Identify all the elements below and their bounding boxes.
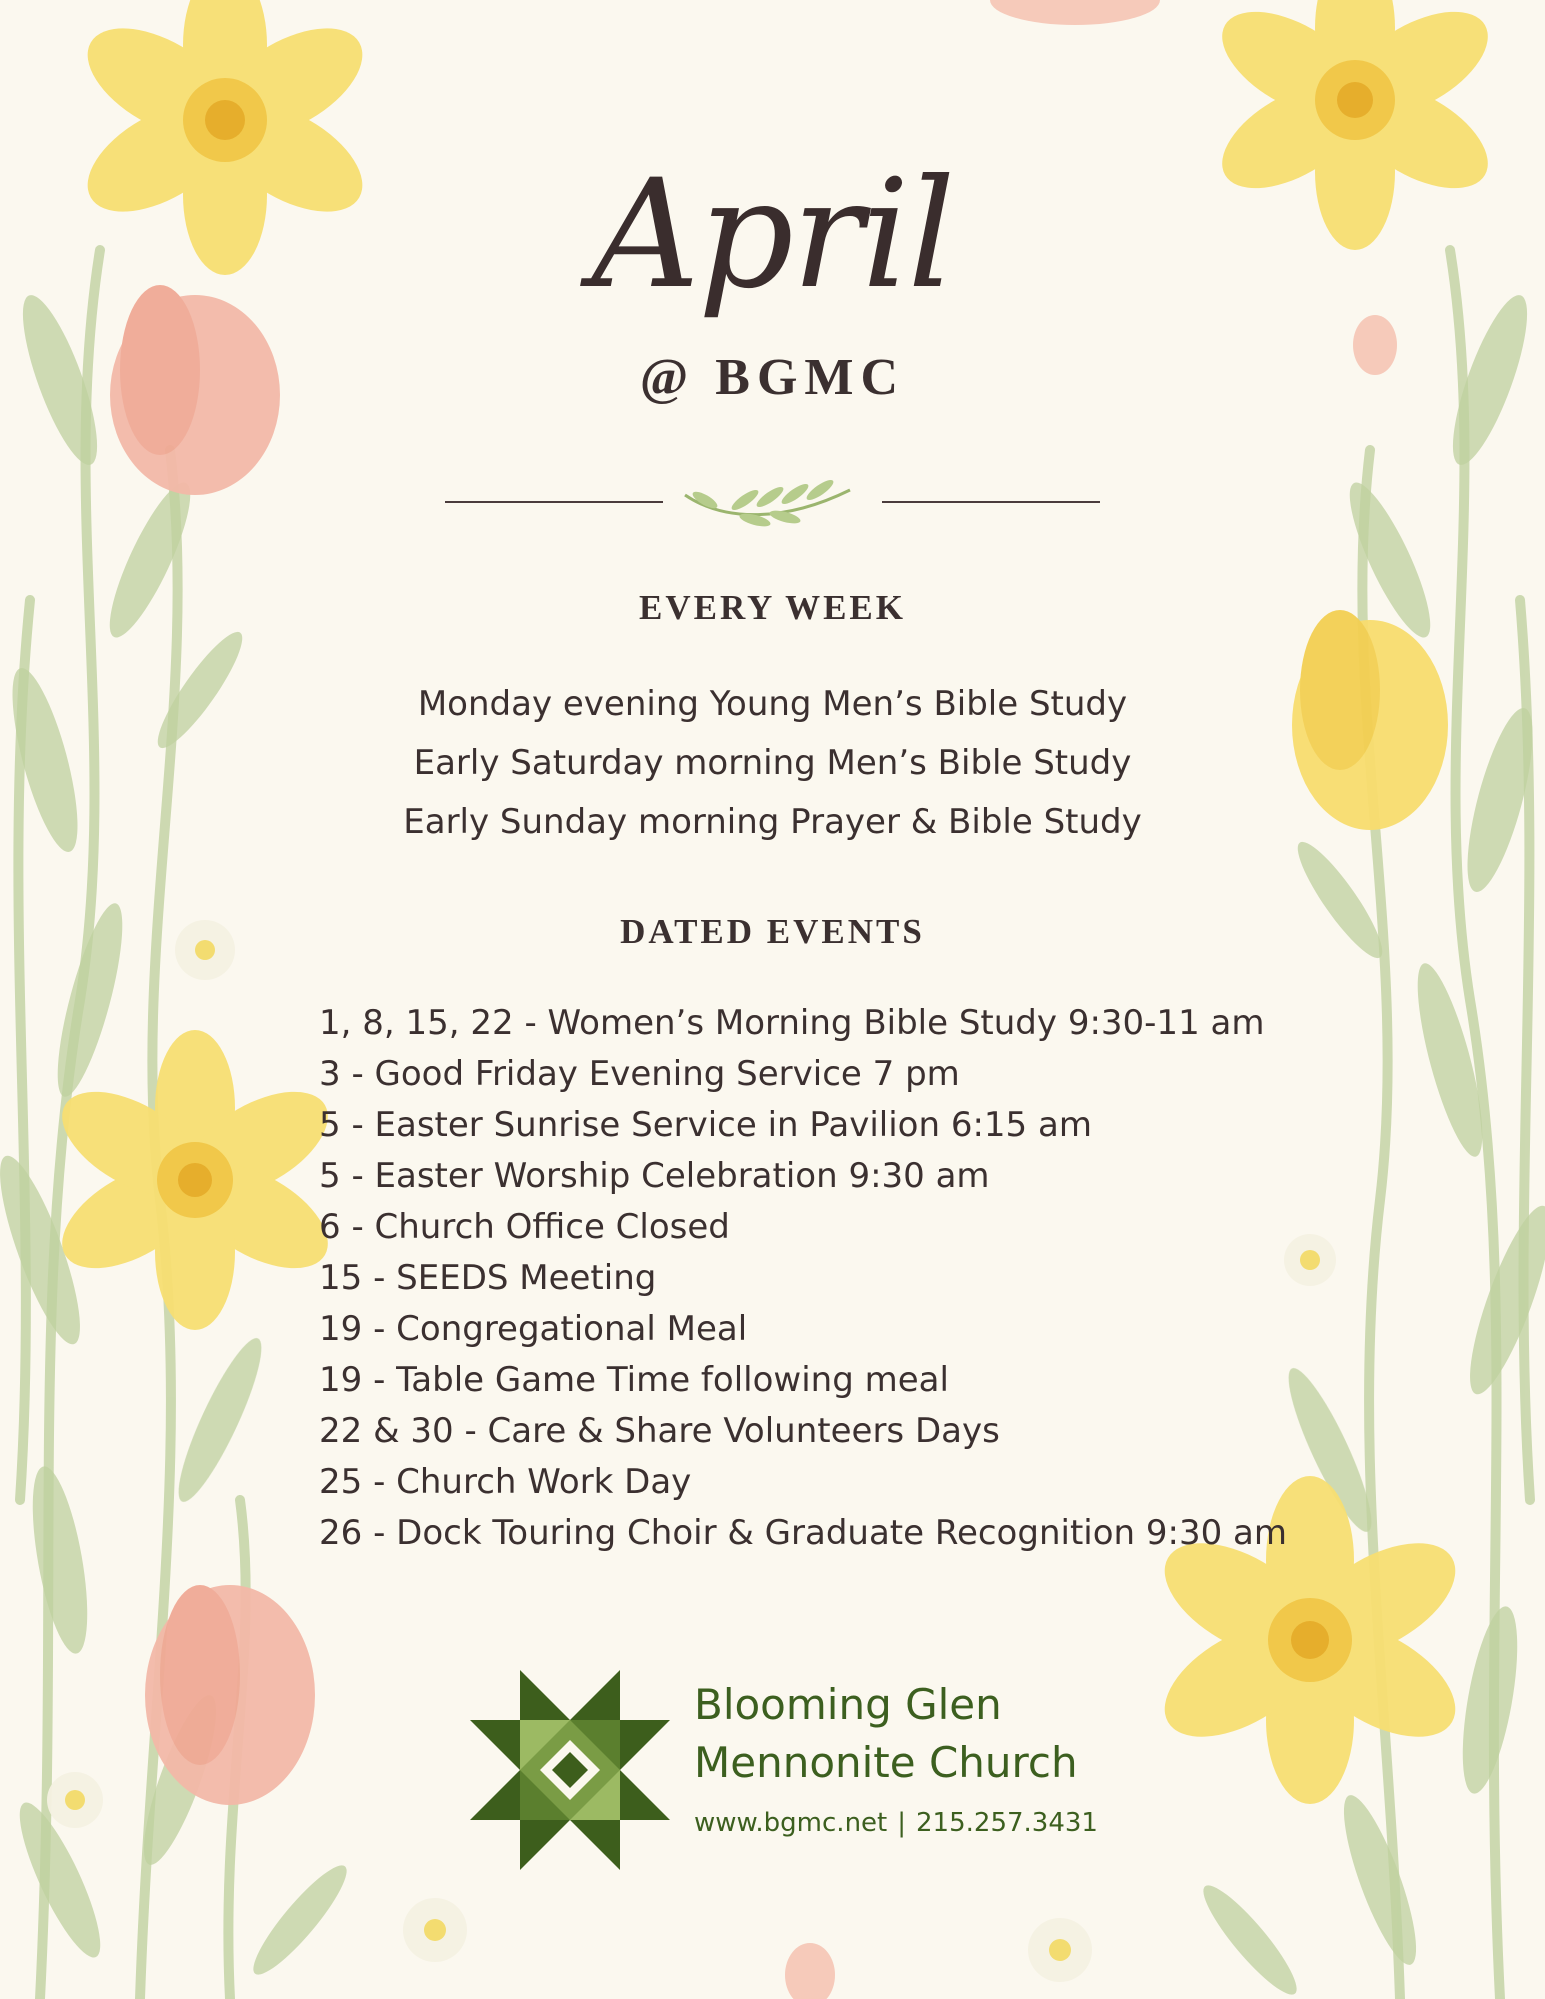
month-title: April xyxy=(591,148,954,322)
contact-separator: | xyxy=(897,1808,907,1838)
contact-info xyxy=(694,1808,1098,1838)
list-item: Early Sunday morning Prayer & Bible Study xyxy=(403,802,1142,842)
church-name-line2: Mennonite Church xyxy=(694,1738,1078,1787)
list-item: 6 - Church Office Closed xyxy=(319,1207,730,1247)
every-week-heading: EVERY WEEK xyxy=(638,588,907,627)
list-item: 1, 8, 15, 22 - Women’s Morning Bible Study 9:30-11 am xyxy=(319,1003,1265,1043)
list-item: Early Saturday morning Men’s Bible Study xyxy=(413,743,1132,783)
dated-events-heading: DATED EVENTS xyxy=(620,912,925,951)
website-link[interactable]: www.bgmc.net xyxy=(694,1808,888,1838)
weekly-events-list xyxy=(0,675,1545,852)
list-item: 22 & 30 - Care & Share Volunteers Days xyxy=(319,1411,1000,1451)
daffodil-mid-left xyxy=(45,1030,345,1330)
church-name xyxy=(694,1676,1078,1792)
list-item: 19 - Table Game Time following meal xyxy=(319,1360,949,1400)
leaf-sprig-icon xyxy=(685,477,850,529)
phone-number: 215.257.3431 xyxy=(916,1808,1098,1838)
list-item: 5 - Easter Worship Celebration 9:30 am xyxy=(319,1156,990,1196)
list-item: 25 - Church Work Day xyxy=(319,1462,692,1502)
list-item: 5 - Easter Sunrise Service in Pavilion 6:15 am xyxy=(319,1105,1092,1145)
list-item: 26 - Dock Touring Choir & Graduate Recognition 9:30 am xyxy=(319,1513,1287,1553)
right-stems xyxy=(1362,250,1530,1999)
leaf-divider xyxy=(445,470,1100,540)
dated-events-list xyxy=(319,998,1287,1559)
list-item: 3 - Good Friday Evening Service 7 pm xyxy=(319,1054,960,1094)
list-item: 19 - Congregational Meal xyxy=(319,1309,748,1349)
pink-tulip-lower-left xyxy=(145,1585,315,1805)
quilt-star-icon xyxy=(470,1670,670,1870)
title-subtitle: @ BGMC xyxy=(639,349,906,406)
list-item: Monday evening Young Men’s Bible Study xyxy=(417,684,1128,724)
church-name-line1: Blooming Glen xyxy=(694,1680,1002,1729)
church-logo xyxy=(460,1660,680,1880)
list-item: 15 - SEEDS Meeting xyxy=(319,1258,657,1298)
